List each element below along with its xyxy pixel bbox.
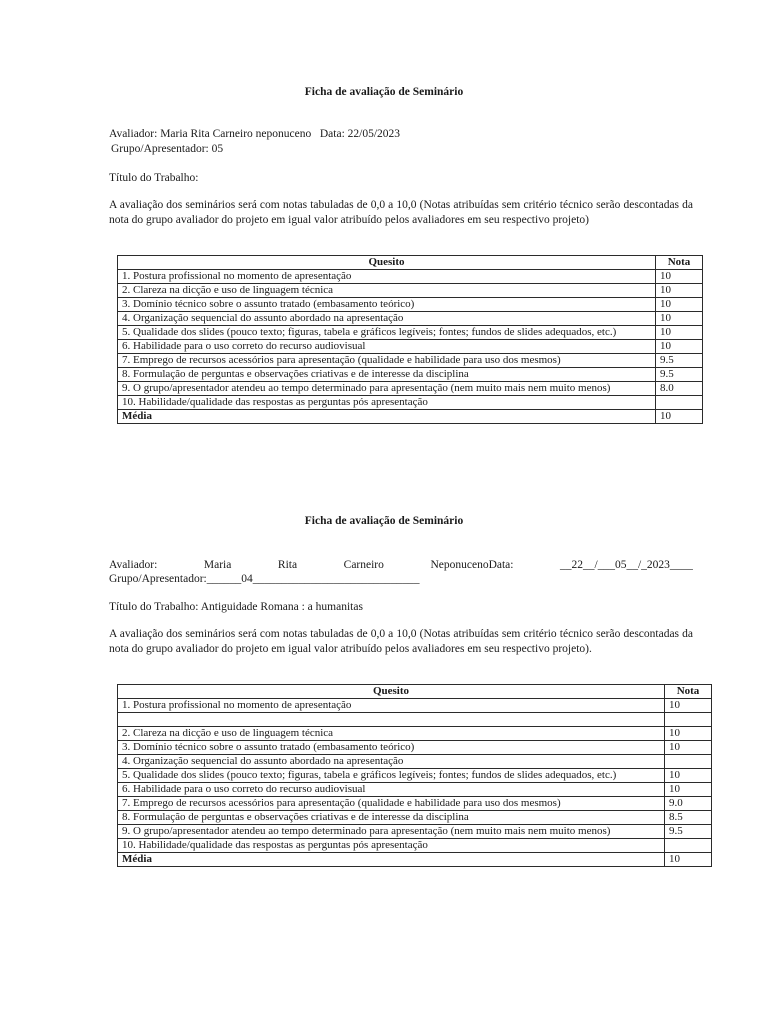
grade-cell: 10 <box>665 783 712 797</box>
grade-cell: 8.0 <box>656 382 703 396</box>
grade-cell: 9.5 <box>656 354 703 368</box>
grade-cell: 9.5 <box>665 825 712 839</box>
table-row <box>118 298 703 312</box>
evaluator-label: Avaliador: <box>109 559 158 571</box>
evaluator-line: Avaliador: Maria Rita Carneiro neponuceno Data: 22/05/2023 <box>109 128 401 140</box>
table-row <box>118 825 712 839</box>
table-header-row <box>118 256 703 270</box>
form-title: Ficha de avaliação de Seminário <box>304 515 464 527</box>
table-row <box>118 326 703 340</box>
evaluator-surname-date-label: NeponucenoData: <box>430 559 514 571</box>
criterion-cell <box>118 713 665 727</box>
evaluator-first-name: Maria <box>203 559 232 571</box>
table-row-empty <box>118 713 712 727</box>
criterion-cell: 2. Clareza na dicção e uso de linguagem técnica <box>118 727 665 741</box>
table-row <box>118 382 703 396</box>
group-line: Grupo/Apresentador: 05 <box>111 143 224 155</box>
average-label: Média <box>118 853 665 867</box>
criterion-cell: 9. O grupo/apresentador atendeu ao tempo determinado para apresentação (nem muito mais nem muito menos) <box>118 825 665 839</box>
table-row <box>118 340 703 354</box>
group-line: Grupo/Apresentador:______04_____________________________ <box>109 573 420 585</box>
grade-cell: 10 <box>656 298 703 312</box>
grade-cell: 10 <box>665 741 712 755</box>
work-title-line: Título do Trabalho: <box>109 172 199 184</box>
evaluator-middle-name: Rita <box>277 559 298 571</box>
average-label: Média <box>118 410 656 424</box>
grade-cell: 10 <box>665 769 712 783</box>
header-grade: Nota <box>656 256 703 270</box>
grade-cell: 10 <box>656 340 703 354</box>
criterion-cell: 6. Habilidade para o uso correto do recurso audiovisual <box>118 340 656 354</box>
header-criterion: Quesito <box>118 256 656 270</box>
description: A avaliação dos seminários será com notas tabuladas de 0,0 a 10,0 (Notas atribuídas sem critério técnico serão descontadas da nota do grupo avaliador do projeto em igual valor atribuído pelos avaliadores em seu respectivo projeto). <box>109 628 693 655</box>
average-row <box>118 853 712 867</box>
criterion-cell: 6. Habilidade para o uso correto do recurso audiovisual <box>118 783 665 797</box>
table-row <box>118 270 703 284</box>
table-row <box>118 797 712 811</box>
date-value: __22__/___05__/_2023____ <box>560 559 693 571</box>
evaluator-line <box>109 558 693 573</box>
grade-cell: 10 <box>656 326 703 340</box>
criterion-cell: 8. Formulação de perguntas e observações criativas e de interesse da disciplina <box>118 368 656 382</box>
criterion-cell: 10. Habilidade/qualidade das respostas as perguntas pós apresentação <box>118 839 665 853</box>
grade-cell: 10 <box>656 312 703 326</box>
grade-cell: 9.0 <box>665 797 712 811</box>
description: A avaliação dos seminários será com notas tabuladas de 0,0 a 10,0 (Notas atribuídas sem critério técnico serão descontadas da nota do grupo avaliador do projeto em igual valor atribuído pelos avaliadores em seu respectivo projeto) <box>109 199 693 226</box>
table-row <box>118 699 712 713</box>
criterion-cell: 9. O grupo/apresentador atendeu ao tempo determinado para apresentação (nem muito mais nem muito menos) <box>118 382 656 396</box>
grade-cell: 8.5 <box>665 811 712 825</box>
grade-cell: 10 <box>656 270 703 284</box>
table-row <box>118 727 712 741</box>
grade-cell <box>656 396 703 410</box>
average-row <box>118 410 703 424</box>
table-row <box>118 354 703 368</box>
table-row <box>118 396 703 410</box>
table-row <box>118 839 712 853</box>
grade-cell: 9.5 <box>656 368 703 382</box>
table-row <box>118 769 712 783</box>
form-title: Ficha de avaliação de Seminário <box>304 86 464 98</box>
evaluation-form-1 <box>0 85 768 422</box>
grades-table <box>117 684 712 867</box>
table-row <box>118 783 712 797</box>
criterion-cell: 3. Domínio técnico sobre o assunto tratado (embasamento teórico) <box>118 298 656 312</box>
criterion-cell: 10. Habilidade/qualidade das respostas as perguntas pós apresentação <box>118 396 656 410</box>
evaluation-form-2 <box>0 514 768 865</box>
table-row <box>118 368 703 382</box>
table-row <box>118 312 703 326</box>
criterion-cell: 1. Postura profissional no momento de apresentação <box>118 270 656 284</box>
average-value: 10 <box>656 410 703 424</box>
grade-cell <box>665 839 712 853</box>
criterion-cell: 7. Emprego de recursos acessórios para apresentação (qualidade e habilidade para uso dos mesmos) <box>118 797 665 811</box>
criterion-cell: 8. Formulação de perguntas e observações criativas e de interesse da disciplina <box>118 811 665 825</box>
grade-cell: 10 <box>665 727 712 741</box>
table-row <box>118 811 712 825</box>
criterion-cell: 4. Organização sequencial do assunto abordado na apresentação <box>118 312 656 326</box>
criterion-cell: 1. Postura profissional no momento de apresentação <box>118 699 665 713</box>
table-row <box>118 284 703 298</box>
grades-table <box>117 255 703 424</box>
table-row <box>118 755 712 769</box>
criterion-cell: 5. Qualidade dos slides (pouco texto; figuras, tabela e gráficos legíveis; fontes; fundos de slides adequados, etc.) <box>118 326 656 340</box>
criterion-cell: 7. Emprego de recursos acessórios para apresentação (qualidade e habilidade para uso dos mesmos) <box>118 354 656 368</box>
work-title-line: Título do Trabalho: Antiguidade Romana : a humanitas <box>109 601 363 613</box>
grade-cell <box>665 713 712 727</box>
header-criterion: Quesito <box>118 685 665 699</box>
grade-cell: 10 <box>656 284 703 298</box>
evaluator-surname: Carneiro <box>343 559 384 571</box>
criterion-cell: 4. Organização sequencial do assunto abordado na apresentação <box>118 755 665 769</box>
criterion-cell: 3. Domínio técnico sobre o assunto tratado (embasamento teórico) <box>118 741 665 755</box>
table-header-row <box>118 685 712 699</box>
header-grade: Nota <box>665 685 712 699</box>
grade-cell <box>665 755 712 769</box>
table-row <box>118 741 712 755</box>
criterion-cell: 2. Clareza na dicção e uso de linguagem técnica <box>118 284 656 298</box>
criterion-cell: 5. Qualidade dos slides (pouco texto; figuras, tabela e gráficos legíveis; fontes; fundos de slides adequados, etc.) <box>118 769 665 783</box>
average-value: 10 <box>665 853 712 867</box>
grade-cell: 10 <box>665 699 712 713</box>
